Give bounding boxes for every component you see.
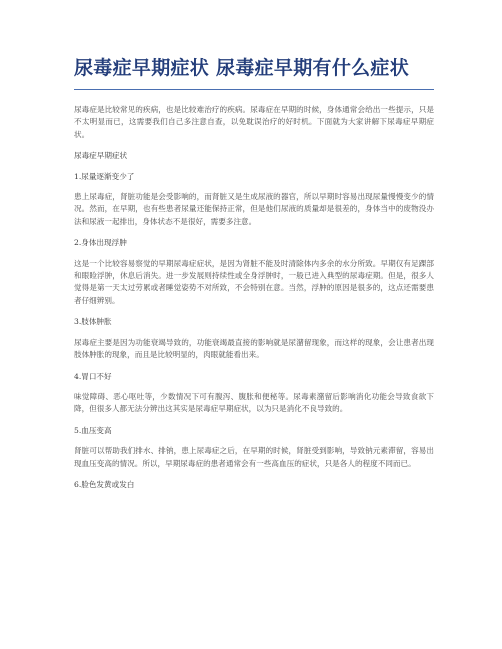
document-title: 尿毒症早期症状 尿毒症早期有什么症状 <box>74 57 410 79</box>
item-heading-2: 2.身体出现浮肿 <box>74 238 127 248</box>
intro-paragraph: 尿毒症是比较常见的疾病，也是比较难治疗的疾病。尿毒症在早期的时候，身体通常会给出一些提示，只是不太明显而已，这需要我们自己多注意自查，以免耽误治疗的好时机。下面就为大家讲解下尿毒症早期症状。 <box>74 105 434 139</box>
section-title: 尿毒症早期症状 <box>74 151 128 161</box>
item-heading-5: 5.血压变高 <box>74 425 112 435</box>
item-text-3: 尿毒症主要是因为功能衰竭导致的，功能衰竭最直接的影响就是尿潴留现象，而这样的现象，会让患者出现肢体肿胀的现象，而且是比较明显的，肉眼就能看出来。 <box>74 337 434 360</box>
document-page <box>74 56 434 499</box>
item-heading-3: 3.肢体肿胀 <box>74 317 112 327</box>
item-text-2: 这是一个比较容易察觉的早期尿毒症症状，是因为肾脏不能及时清除体内多余的水分所致。早期仅有足踝部和眼睑浮肿，休息后消失。进一步发展则持续性或全身浮肿时，一般已进入典型的尿毒症期。但是，很多人觉得是第一天太过劳累或者睡觉姿势不对所致，不会特别在意。当然，浮肿的原因是很多的，这点还需要患者仔细辨别。 <box>74 258 434 305</box>
item-heading-1: 1.尿量逐渐变少了 <box>74 171 135 181</box>
item-heading-4: 4.胃口不好 <box>74 371 112 381</box>
title-divider <box>74 89 434 90</box>
item-text-5: 肾脏可以帮助我们排水、排钠，患上尿毒症之后，在早期的时候，肾脏受到影响，导致钠元素滞留，容易出现血压变高的情况。所以，早期尿毒症的患者通常会有一些高血压的症状，只是各人的程度不同而已。 <box>74 446 434 468</box>
item-text-1: 患上尿毒症，肾脏功能是会受影响的，而肾脏又是生成尿液的器官，所以早期时容易出现尿量慢慢变少的情况。然而，在早期，也有些患者尿量还能保持正常，但是他们尿液的质量却是很差的，身体当中的废物没办法和尿液一起排出，身体状态不是很好，需要多注意。 <box>74 192 434 226</box>
item-text-4: 味觉障碍、恶心呕吐等，少数情况下可有腹泻、腹胀和便秘等。尿毒素潴留后影响消化功能会导致食欲下降，但很多人都无法分辨出这其实是尿毒症早期症状，以为只是消化不良导致的。 <box>74 391 434 414</box>
item-heading-6: 6.脸色发黄或发白 <box>74 479 135 489</box>
